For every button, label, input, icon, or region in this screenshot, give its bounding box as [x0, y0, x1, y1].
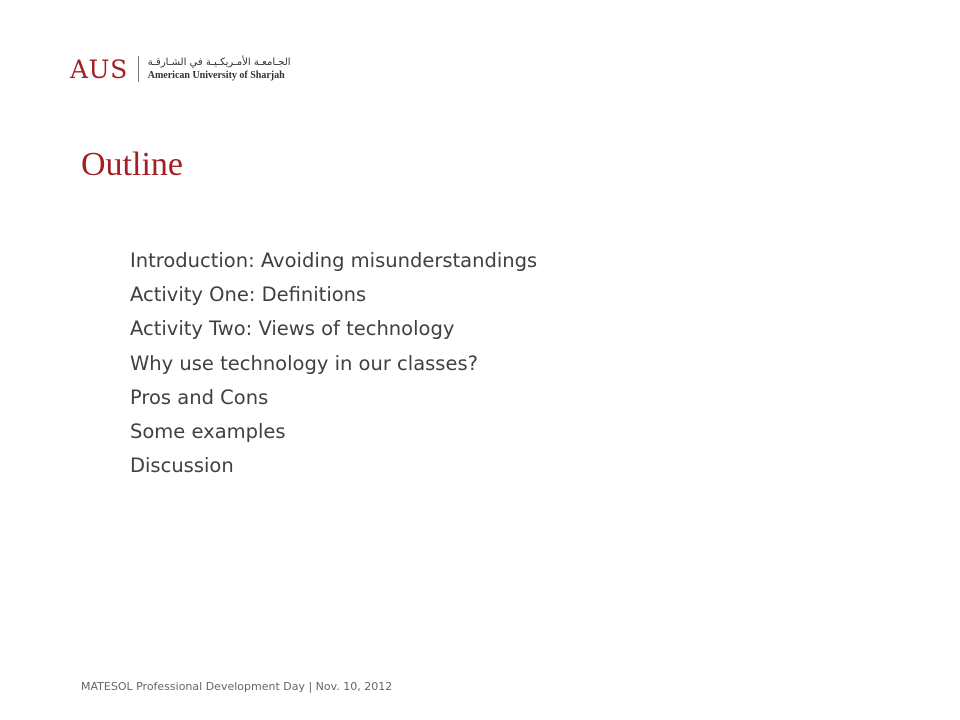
- slide-footer: MATESOL Professional Development Day | Nov. 10, 2012: [81, 680, 393, 693]
- outline-item-activity-one: Activity One: Definitions: [130, 283, 367, 307]
- outline-item-why-technology: Why use technology in our classes?: [130, 351, 478, 375]
- outline-item-examples: Some examples: [130, 419, 286, 443]
- outline-item-pros-cons: Pros and Cons: [130, 385, 269, 409]
- slide-title: Outline: [81, 146, 183, 183]
- logo-arabic-name: الجـامعـة الأمـريكـيـة في الشـارقـة: [147, 57, 291, 68]
- logo-mark: AUS: [70, 54, 128, 84]
- outline-item-activity-two: Activity Two: Views of technology: [130, 317, 455, 341]
- outline-item-discussion: Discussion: [130, 454, 234, 478]
- logo-divider: [138, 56, 139, 82]
- logo-text: [148, 56, 291, 82]
- logo-english-name: American University of Sharjah: [147, 70, 285, 81]
- outline-list: [130, 244, 537, 483]
- aus-logo: [70, 52, 291, 86]
- outline-item-introduction: Introduction: Avoiding misunderstandings: [130, 249, 538, 272]
